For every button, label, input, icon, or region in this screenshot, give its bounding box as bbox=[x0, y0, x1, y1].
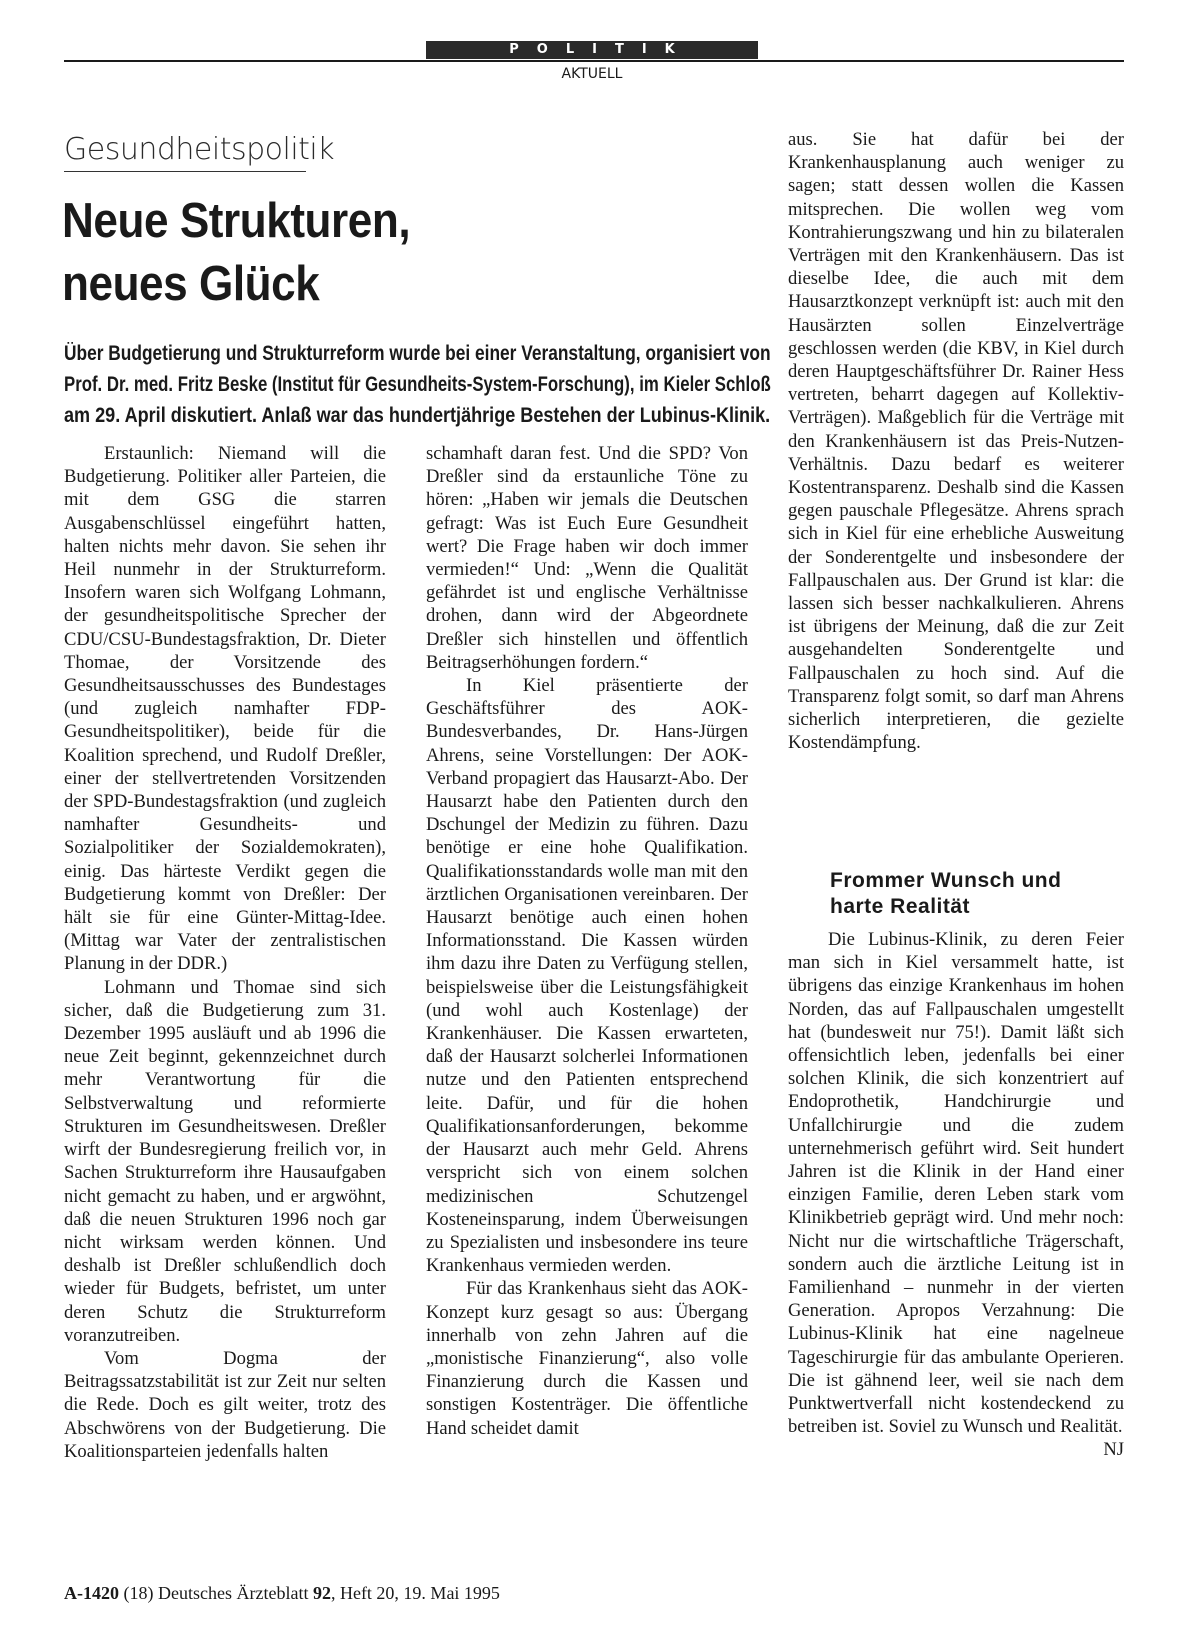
header-rule bbox=[64, 60, 1124, 62]
headline-line: neues Glück bbox=[62, 257, 320, 311]
page-footer bbox=[64, 1583, 500, 1604]
paragraph-text: Die Lubinus-Klinik, zu deren Feier man sich in Kiel versammelt hatte, ist übrigens das einzige Krankenhaus im hohen Norden, das auf Fallpauschalen umgestellt hat (bundesweit nur 75!). Damit läßt sich offensichtlich leben, jedenfalls bei einer solchen Klinik, die sich konzentriert auf Endoprothetik, Handchirurgie und Unfallchirurgie und die zudem unternehmerisch geführt wird. Seit hundert Jahren ist die Klinik in der Hand einer einzigen Familie, deren Leben stark vom Klinikbetrieb geprägt wird. Und mehr noch: Nicht nur die wirtschaftliche Trägerschaft, sondern auch die ärztliche Leitung ist in Familienhand – nunmehr in der vierten Generation. Apropos Verzahnung: Die Lubinus-Klinik hat eine nagelneue Tageschirurgie für das ambulante Operieren. Die ist gähnend leer, weil sie nach dem Punktwertverfall nicht kostendeckend zu betreiben ist. Soviel zu Wunsch und Realität. bbox=[788, 929, 1124, 1438]
author-signature: NJ bbox=[1103, 1439, 1124, 1461]
issue-page: (18) bbox=[123, 1583, 154, 1603]
article-column-1 bbox=[64, 442, 386, 1463]
headline-line: Neue Strukturen, bbox=[62, 194, 411, 248]
paragraph: Erstaunlich: Niemand will die Budgetierung. Politiker aller Parteien, die mit dem GSG die starren Ausgabenschlüssel eingeführt hatten, halten nichts mehr davon. Sie sehen ihr Heil nunmehr in der Strukturreform. Insofern waren sich Wolfgang Lohmann, der gesundheitspolitische Sprecher der CDU/CSU-Bundestagsfraktion, Dr. Dieter Thomae, der Vorsitzende des Gesundheitsausschusses des Bundestages (und zugleich namhafter FDP-Gesundheitspolitiker), beide für die Koalition sprechend, und Rudolf Dreßler, einer der stellvertretenden Vorsitzenden der SPD-Bundestagsfraktion (und zugleich namhafter Gesundheits- und Sozialpolitiker der Sozialdemokraten), einig. Das härteste Verdikt gegen die Budgetierung kommt von Dreßler: Der hält sie für eine Günter-Mittag-Idee. (Mittag war Vater der zentralistischen Planung in der DDR.) bbox=[64, 443, 386, 975]
paragraph bbox=[788, 928, 1124, 1461]
article-column-3 bbox=[788, 128, 1124, 754]
page-number: A-1420 bbox=[64, 1583, 119, 1603]
article-subheading bbox=[830, 868, 1130, 920]
article-headline bbox=[62, 190, 674, 316]
subhead-line: harte Realität bbox=[830, 895, 971, 918]
paragraph: schamhaft daran fest. Und die SPD? Von Dreßler sind da erstaunliche Töne zu hören: „Haben wir jemals die Deutschen gefragt: Was ist Euch Eure Gesundheit wert? Die Frage haben wir doch immer vermieden!“ Und: „Wenn die Qualität gefährdet ist und englische Verhältnisse drohen, dann wird der Abgeordnete Dreßler sich hinstellen und öffentlich Beitragserhöhungen fordern.“ bbox=[426, 443, 748, 673]
section-label: POLITIK bbox=[426, 41, 758, 59]
journal-name: Deutsches Ärzteblatt bbox=[158, 1583, 309, 1603]
paragraph: Für das Krankenhaus sieht das AOK-Konzept kurz gesagt so aus: Übergang innerhalb von zehn Jahren auf die „monistische Finanzierung“, also volle Finanzierung durch die Kassen und sonstigen Kostenträger. Die öffentliche Hand scheidet damit bbox=[426, 1278, 748, 1439]
paragraph: aus. Sie hat dafür bei der Krankenhausplanung auch weniger zu sagen; statt dessen wollen die Kassen mitsprechen. Die wollen weg vom Kontrahierungszwang und hin zu bilateralen Verträgen mit den Krankenhäusern. Das ist dieselbe Idee, die auch mit dem Hausarztkonzept verknüpft ist: auch mit den Hausärzten sollen Einzelverträge geschlossen werden (die KBV, in Kiel durch deren Hauptgeschäftsführer Dr. Rainer Hess vertreten, beharrt dagegen auf Kollektiv-Verträgen). Maßgeblich für die Verträge mit den Krankenhäusern ist das Preis-Nutzen-Verhältnis. Dazu bedarf es weiterer Kostentransparenz. Deshalb sind die Kassen gegen pauschale Pflegesätze. Ahrens sprach sich in Kiel für eine erhebliche Ausweitung der Sonderentgelte und insbesondere der Fallpauschalen aus. Der Grund ist klar: die lassen sich besser nachkalkulieren. Ahrens ist übrigens der Meinung, daß die zur Zeit ausgehandelten Sonderentgelte und Fallpauschalen zu hoch sind. Auf die Transparenz folgt somit, so darf man Ahrens sicherlich interpretieren, die gezielte Kostendämpfung. bbox=[788, 129, 1124, 754]
subhead-line: Frommer Wunsch und bbox=[830, 869, 1062, 892]
issue-info: , Heft 20, 19. Mai 1995 bbox=[330, 1583, 500, 1603]
kicker-rule bbox=[64, 171, 306, 172]
article-column-3-bottom bbox=[788, 928, 1124, 1462]
article-lead bbox=[64, 338, 770, 431]
article-kicker: Gesundheitspolitik bbox=[64, 132, 335, 167]
lead-line: am 29. April diskutiert. Anlaß war das hundertjährige Bestehen der Lubinus-Klinik. bbox=[64, 404, 771, 427]
paragraph: Vom Dogma der Beitragssatzstabilität ist zur Zeit nur selten die Rede. Doch es gilt weiter, trotz des Abschwörens von der Budgetierung. Die Koalitionsparteien jedenfalls halten bbox=[64, 1347, 386, 1462]
lead-line: Über Budgetierung und Strukturreform wurde bei einer Veranstaltung, organisiert von bbox=[64, 342, 771, 365]
volume-number: 92 bbox=[312, 1583, 331, 1603]
article-column-2 bbox=[426, 442, 748, 1440]
paragraph: Lohmann und Thomae sind sich sicher, daß die Budgetierung zum 31. Dezember 1995 ausläuft und ab 1996 die neue Zeit beginnt, gekennzeichnet durch mehr Verantwortung für die Selbstverwaltung und reformierte Strukturen im Gesundheitswesen. Dreßler wirft der Bundesregierung freilich vor, in Sachen Strukturreform ihre Hausaufgaben nicht gemacht zu haben, und er argwöhnt, daß die neuen Strukturen 1996 noch gar nicht wirksam werden können. Und deshalb ist Dreßler schlußendlich doch wieder für Budgets, befristet, um unter deren Schutz die Strukturreform voranzutreiben. bbox=[64, 976, 386, 1346]
subsection-label: AKTUELL bbox=[561, 66, 623, 82]
lead-line: Prof. Dr. med. Fritz Beske (Institut für Gesundheits-System-Forschung), im Kieler Schloß bbox=[64, 373, 771, 396]
paragraph: In Kiel präsentierte der Geschäftsführer des AOK-Bundesverbandes, Dr. Hans-Jürgen Ahrens, seine Vorstellungen: Der AOK-Verband propagiert das Hausarzt-Abo. Der Hausarzt habe den Patienten durch den Dschungel der Medizin zu führen. Dazu benötige er eine hohe Qualifikation. Qualifikationsstandards wolle man mit den ärztlichen Organisationen vereinbaren. Der Hausarzt benötige auch einen hohen Informationsstand. Die Kassen würden ihm dazu ihre Daten zu Verfügung stellen, beispielsweise über die Leistungsfähigkeit (und wohl auch Kostenlage) der Krankenhäuser. Die Kassen erwarteten, daß der Hausarzt solcherlei Informationen nutze und den Patienten entsprechend leite. Dafür, und für die hohen Qualifikationsanforderungen, bekomme der Hausarzt auch mehr Geld. Ahrens verspricht sich von einem solchen medizinischen Schutzengel Kosteneinsparung, indem Überweisungen zu Spezialisten und insbesondere ins teure Krankenhaus vermieden werden. bbox=[426, 675, 748, 1277]
